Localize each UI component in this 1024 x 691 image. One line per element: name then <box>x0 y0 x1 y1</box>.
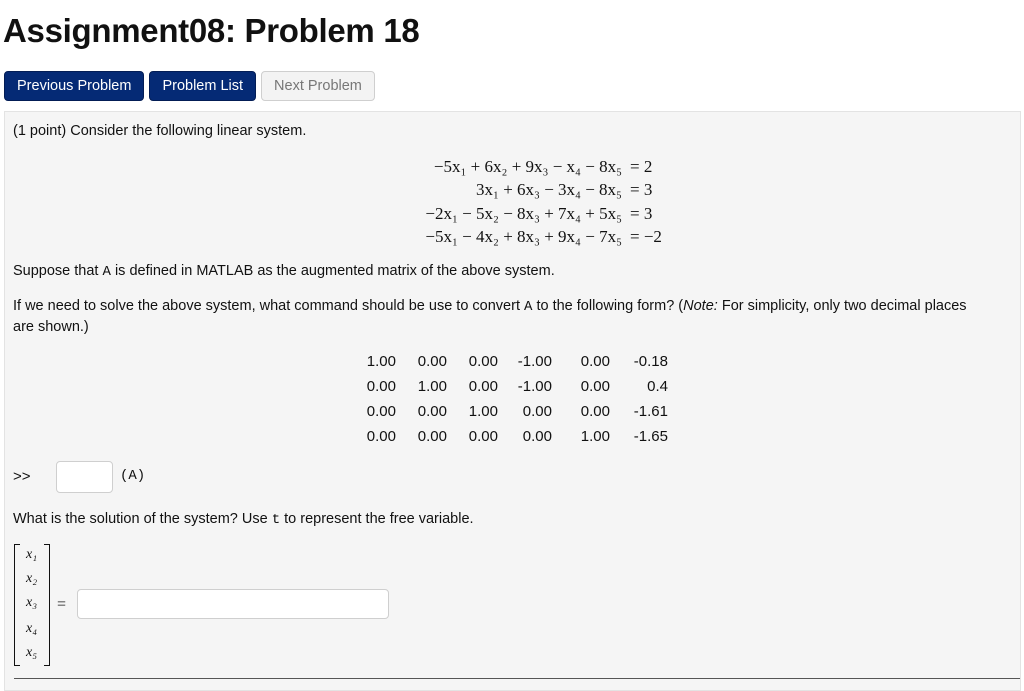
matrix-var: A <box>102 264 111 280</box>
vector-entry: x₄ <box>26 621 38 636</box>
matrix-cell: 1.00 <box>366 353 396 370</box>
equation-rhs: = 2 <box>630 156 653 176</box>
vector-entry: x₂ <box>26 571 38 586</box>
question-1 <box>13 296 1003 318</box>
question-2 <box>13 509 474 531</box>
problem-list-button[interactable]: Problem List <box>149 71 256 101</box>
question-1-pre: If we need to solve the above system, what command should be use to convert <box>13 298 520 314</box>
matrix-row <box>358 374 672 399</box>
matrix-cell: 0.00 <box>417 403 447 420</box>
page-title: Assignment08: Problem 18 <box>3 12 420 49</box>
equation-lhs: −5x₁ + 6x₂ + 9x₃ − x₄ − 8x₅ <box>433 156 622 176</box>
matrix-cell: 0.00 <box>580 378 610 395</box>
suppose-post: is defined in MATLAB as the augmented matrix of the above system. <box>114 263 555 279</box>
matrix-cell: 0.4 <box>647 378 668 395</box>
command-input[interactable] <box>56 461 113 493</box>
suppose-text <box>13 261 555 283</box>
matrix-row <box>358 349 672 374</box>
matrix-cell: 0.00 <box>366 403 396 420</box>
matrix-cell: 0.00 <box>468 378 498 395</box>
question-2-pre: What is the solution of the system? Use <box>13 511 268 527</box>
solution-vector <box>14 544 50 666</box>
matrix-cell: 1.00 <box>580 428 610 445</box>
equation-row <box>362 179 662 203</box>
matrix-cell: 1.00 <box>468 403 498 420</box>
left-bracket <box>14 544 20 666</box>
equation-rhs: = −2 <box>630 227 662 247</box>
matrix-cell: 0.00 <box>580 353 610 370</box>
equals-sign: = <box>57 596 67 613</box>
matrix-cell: 0.00 <box>366 378 396 395</box>
equation-lhs: −5x₁ − 4x₂ + 8x₃ + 9x₄ − 7x₅ <box>425 227 622 247</box>
problem-navigation <box>4 71 375 101</box>
vector-entry: x₃ <box>26 595 38 610</box>
problem-intro: (1 point) Consider the following linear system. <box>13 123 307 139</box>
question-2-post: to represent the free variable. <box>284 511 474 527</box>
suppose-pre: Suppose that <box>13 263 99 279</box>
matrix-cell: -1.00 <box>517 378 552 395</box>
free-variable: t <box>271 512 281 528</box>
matrix-cell: -1.61 <box>633 403 668 420</box>
divider <box>14 678 1020 679</box>
question-1-note: For simplicity, only two decimal places <box>721 298 967 314</box>
right-bracket <box>44 544 50 666</box>
matrix-row <box>358 399 672 424</box>
question-1-mid: to the following form? ( <box>536 298 684 314</box>
matrix-cell: 0.00 <box>468 428 498 445</box>
rref-matrix <box>358 349 672 449</box>
matrix-cell: -1.65 <box>633 428 668 445</box>
equation-rhs: = 3 <box>630 180 653 200</box>
matrix-cell: 0.00 <box>366 428 396 445</box>
vector-entry: x₅ <box>26 645 38 660</box>
linear-system <box>362 155 662 249</box>
matrix-cell: 0.00 <box>468 353 498 370</box>
solution-input[interactable] <box>77 589 389 619</box>
matrix-cell: 0.00 <box>522 428 552 445</box>
question-1-cont: are shown.) <box>13 319 89 335</box>
equation-row <box>362 155 662 179</box>
answer-a-label: (A) <box>120 468 146 484</box>
matrix-cell: 0.00 <box>522 403 552 420</box>
equation-row <box>362 226 662 250</box>
matrix-cell: 1.00 <box>417 378 447 395</box>
matrix-cell: 0.00 <box>580 403 610 420</box>
note-label: Note: <box>683 298 718 314</box>
equation-row <box>362 202 662 226</box>
matrix-cell: -1.00 <box>517 353 552 370</box>
matrix-cell: 0.00 <box>417 428 447 445</box>
matrix-cell: -0.18 <box>633 353 668 370</box>
matlab-prompt: >> <box>13 468 31 485</box>
vector-entry: x₁ <box>26 547 38 562</box>
matrix-row <box>358 424 672 449</box>
matrix-var: A <box>524 299 533 315</box>
next-problem-button: Next Problem <box>261 71 375 101</box>
equation-lhs: 3x₁ + 6x₃ − 3x₄ − 8x₅ <box>476 180 622 200</box>
matrix-cell: 0.00 <box>417 353 447 370</box>
previous-problem-button[interactable]: Previous Problem <box>4 71 144 101</box>
equation-lhs: −2x₁ − 5x₂ − 8x₃ + 7x₄ + 5x₅ <box>425 203 622 223</box>
equation-rhs: = 3 <box>630 203 653 223</box>
